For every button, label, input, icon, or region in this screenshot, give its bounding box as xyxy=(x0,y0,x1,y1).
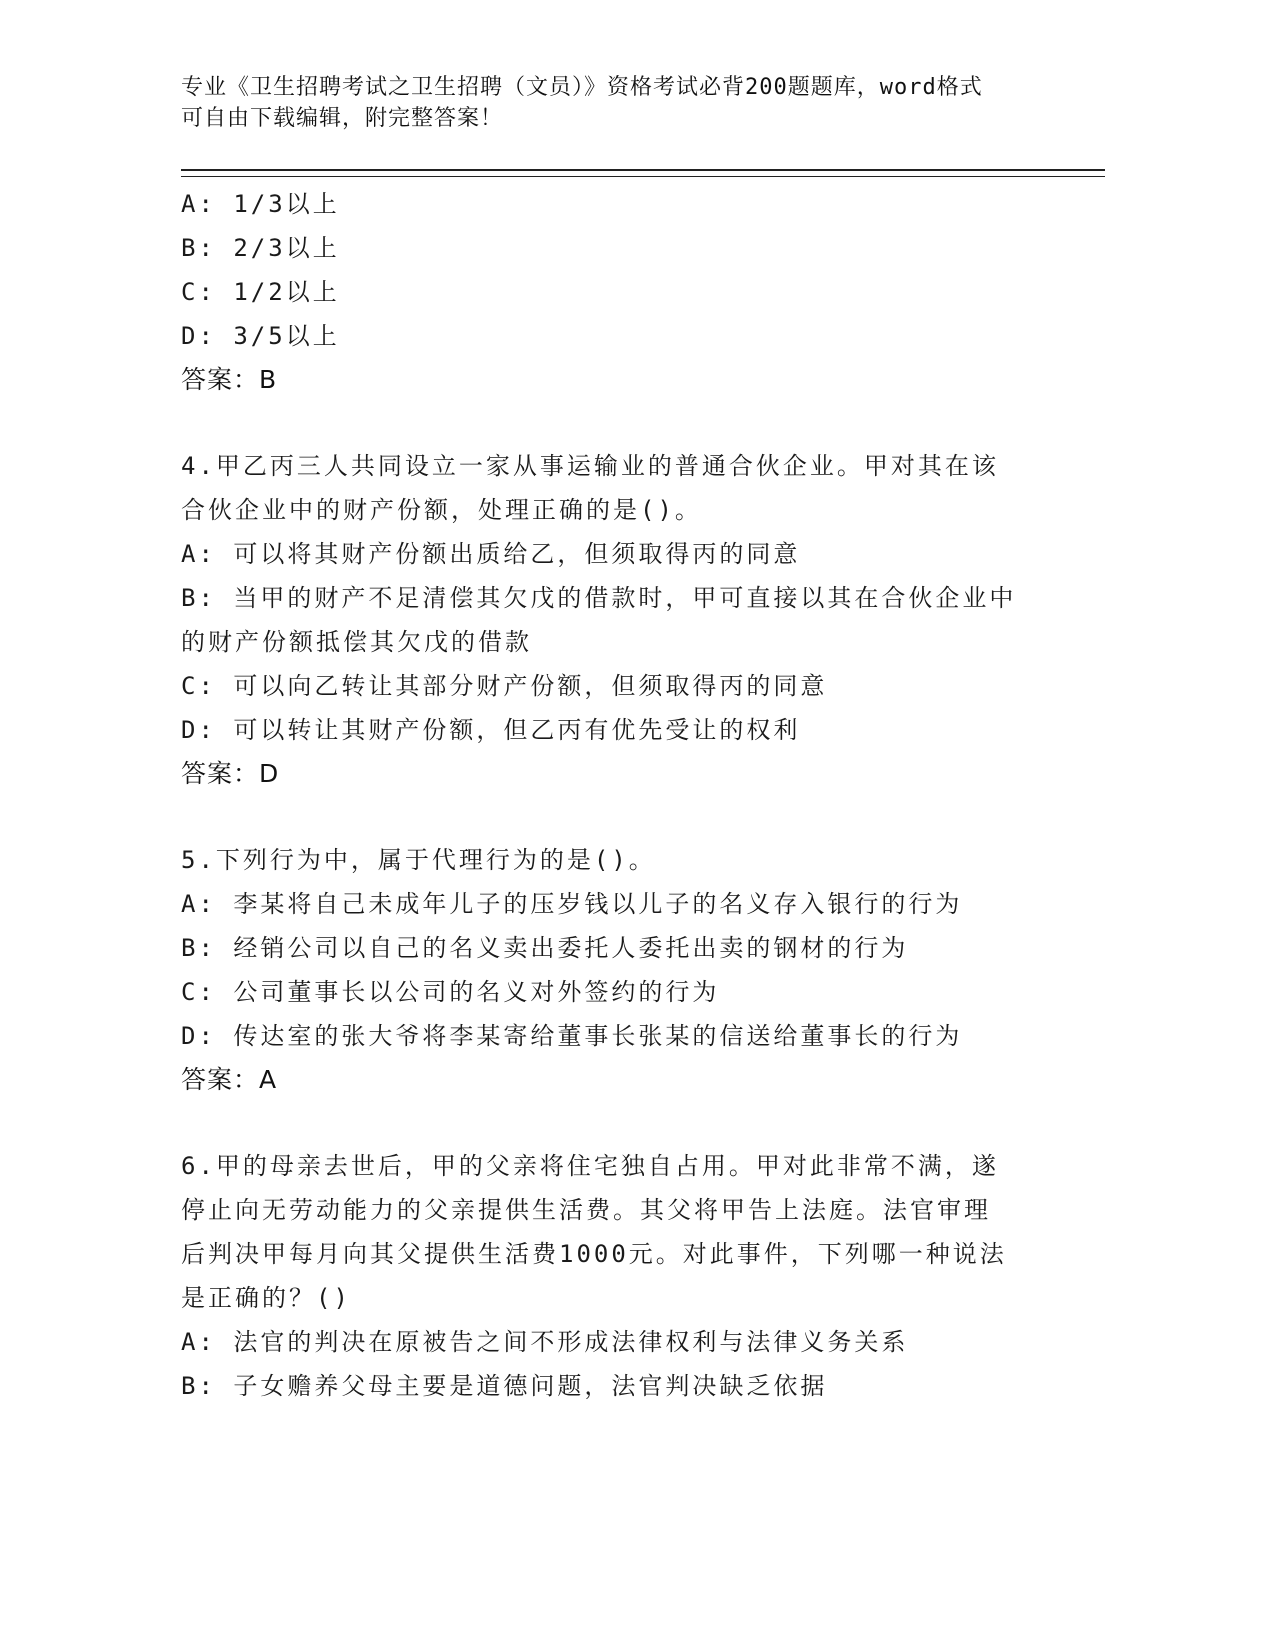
option-b-continued: 的财产份额抵偿其欠戊的借款 xyxy=(181,628,532,656)
option-d: D: 可以转让其财产份额，但乙丙有优先受让的权利 xyxy=(181,716,801,744)
header-rule-thick xyxy=(181,169,1105,171)
option-b: B: 2/3以上 xyxy=(181,234,340,262)
header-rule-thin xyxy=(181,176,1105,177)
option-d: D: 3/5以上 xyxy=(181,322,340,350)
option-a: A: 李某将自己未成年儿子的压岁钱以儿子的名义存入银行的行为 xyxy=(181,890,963,918)
header-line-2: 可自由下载编辑，附完整答案！ xyxy=(181,106,504,131)
answer-label: 答案：B xyxy=(181,365,278,394)
option-d: D: 传达室的张大爷将李某寄给董事长张某的信送给董事长的行为 xyxy=(181,1022,963,1050)
question-list xyxy=(181,182,1061,1408)
question-5 xyxy=(181,838,1061,1102)
answer-label: 答案：D xyxy=(181,759,280,788)
question-stem: 后判决甲每月向其父提供生活费1000元。对此事件，下列哪一种说法 xyxy=(181,1240,1007,1268)
option-b: B: 经销公司以自己的名义卖出委托人委托出卖的钢材的行为 xyxy=(181,934,909,962)
question-stem: 6.甲的母亲去世后，甲的父亲将住宅独自占用。甲对此非常不满，遂 xyxy=(181,1152,999,1180)
question-4 xyxy=(181,444,1061,796)
option-c: C: 公司董事长以公司的名义对外签约的行为 xyxy=(181,978,720,1006)
question-stem: 是正确的？() xyxy=(181,1284,351,1312)
option-b: B: 当甲的财产不足清偿其欠戊的借款时，甲可直接以其在合伙企业中 xyxy=(181,584,1017,612)
question-stem: 停止向无劳动能力的父亲提供生活费。其父将甲告上法庭。法官审理 xyxy=(181,1196,991,1224)
option-a: A: 可以将其财产份额出质给乙，但须取得丙的同意 xyxy=(181,540,801,568)
option-a: A: 1/3以上 xyxy=(181,190,340,218)
spacer xyxy=(181,402,1061,444)
option-b: B: 子女赡养父母主要是道德问题，法官判决缺乏依据 xyxy=(181,1372,828,1400)
option-c: C: 1/2以上 xyxy=(181,278,340,306)
header-line-1: 专业《卫生招聘考试之卫生招聘（文员）》资格考试必背200题题库，word格式 xyxy=(181,75,983,100)
option-c: C: 可以向乙转让其部分财产份额，但须取得丙的同意 xyxy=(181,672,828,700)
answer-label: 答案：A xyxy=(181,1065,278,1094)
option-a: A: 法官的判决在原被告之间不形成法律权利与法律义务关系 xyxy=(181,1328,909,1356)
question-stem: 4.甲乙丙三人共同设立一家从事运输业的普通合伙企业。甲对其在该 xyxy=(181,452,999,480)
document-header xyxy=(181,72,1061,134)
spacer xyxy=(181,1102,1061,1144)
question-stem: 5.下列行为中，属于代理行为的是()。 xyxy=(181,846,656,874)
question-6 xyxy=(181,1144,1061,1408)
spacer xyxy=(181,796,1061,838)
question-3-options xyxy=(181,182,1061,402)
question-stem: 合伙企业中的财产份额，处理正确的是()。 xyxy=(181,496,702,524)
